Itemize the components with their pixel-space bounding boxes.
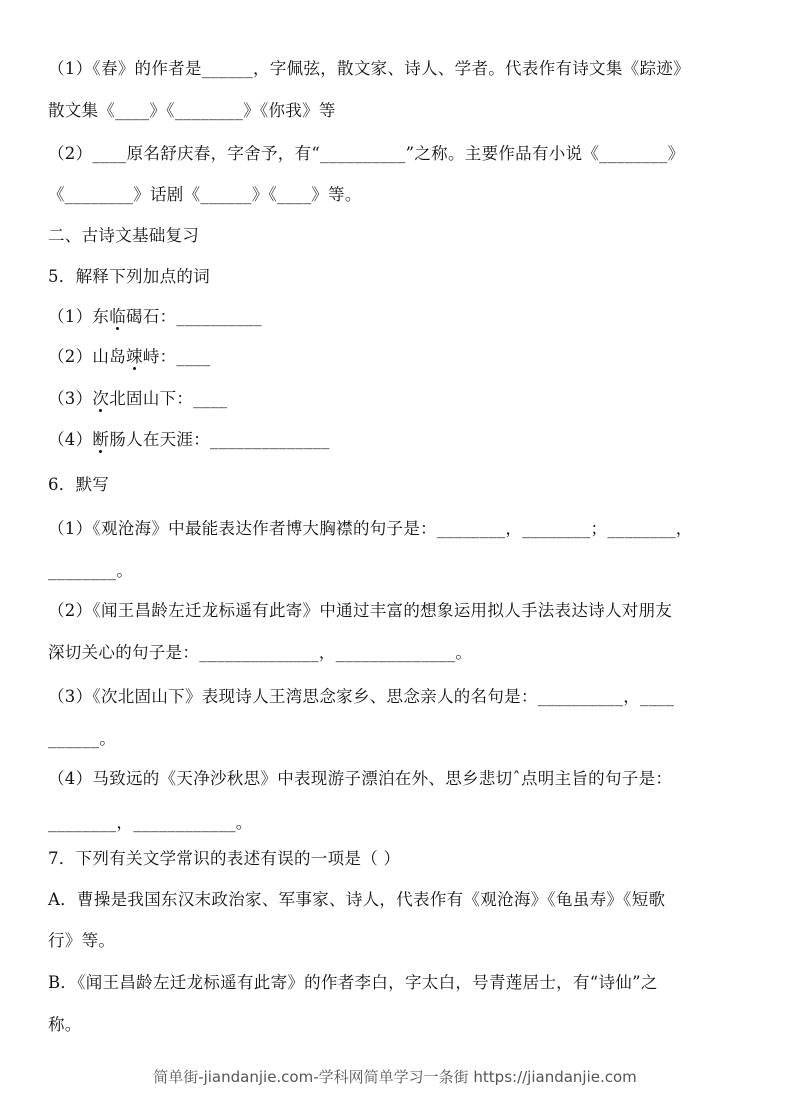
question-item bbox=[48, 388, 748, 410]
text-line: （2）《闻王昌龄左迁龙标遥有此寄》中通过丰富的想象运用拟人手法表达诗人对朋友 bbox=[48, 601, 673, 620]
question-item bbox=[48, 346, 748, 368]
text-line: （2）____原名舒庆春，字舍予，有“__________”之称。主要作品有小说《________》 bbox=[48, 144, 685, 163]
dotted-char: 竦 bbox=[126, 347, 143, 366]
dotted-char: 次 bbox=[92, 389, 110, 408]
text-line: 称。 bbox=[48, 1015, 82, 1034]
dotted-char: 断 bbox=[92, 430, 110, 449]
question-item bbox=[48, 429, 748, 451]
item-text: （3） bbox=[48, 389, 93, 408]
text-line: ______。 bbox=[48, 729, 117, 748]
question-title: 5．解释下列加点的词 bbox=[48, 267, 210, 286]
item-text: 北固山下：____ bbox=[109, 389, 228, 408]
item-text: （1）东 bbox=[48, 307, 110, 326]
item-text: （4）马致远的《天净沙秋思》中表现游子漂泊在外、思乡悲切 bbox=[48, 769, 513, 788]
text-line: ________，____________。 bbox=[48, 813, 253, 832]
text-line bbox=[48, 768, 748, 790]
text-line: 《________》话剧《______》《____》等。 bbox=[48, 185, 362, 204]
dotted-char: 临 bbox=[109, 307, 127, 326]
item-text: 点明主旨的句子是： bbox=[520, 769, 673, 788]
text-line: 深切关心的句子是：______________，______________。 bbox=[48, 643, 473, 662]
text-line: 行》等。 bbox=[48, 931, 116, 950]
question-item bbox=[48, 306, 748, 328]
option-b: B．《闻王昌龄左迁龙标遥有此寄》的作者李白，字太白，号青莲居士，有“诗仙”之 bbox=[48, 973, 658, 992]
text-line: （1）《观沧海》中最能表达作者博大胸襟的句子是：________，________；________， bbox=[48, 519, 693, 538]
question-title: 6．默写 bbox=[48, 475, 110, 494]
text-line: （1）《春》的作者是______，字佩弦，散文家、诗人、学者。代表作有诗文集《踪迹》 bbox=[48, 59, 690, 78]
item-text: 峙：____ bbox=[142, 347, 211, 366]
text-line: 散文集《____》《________》《你我》等 bbox=[48, 101, 336, 120]
page-footer: 简单街-jiandanjie.com-学科网简单学习一条街 https://jiandanjie.com bbox=[153, 1068, 637, 1086]
item-text: 肠人在天涯：______________ bbox=[109, 430, 330, 449]
text-line: （3）《次北固山下》表现诗人王湾思念家乡、思念亲人的名句是：__________，____ bbox=[48, 687, 675, 706]
mark-glyph: ˆ bbox=[512, 769, 521, 788]
item-text: （4） bbox=[48, 430, 93, 449]
question-title: 7．下列有关文学常识的表述有误的一项是（ ） bbox=[48, 849, 401, 868]
item-text: 碣石：__________ bbox=[126, 307, 262, 326]
text-line: ________。 bbox=[48, 561, 134, 580]
item-text: （2）山岛 bbox=[48, 347, 126, 366]
section-heading: 二、古诗文基础复习 bbox=[48, 226, 200, 245]
option-a: A．曹操是我国东汉末政治家、军事家、诗人，代表作有《观沧海》《龟虽寿》《短歌 bbox=[48, 890, 666, 909]
